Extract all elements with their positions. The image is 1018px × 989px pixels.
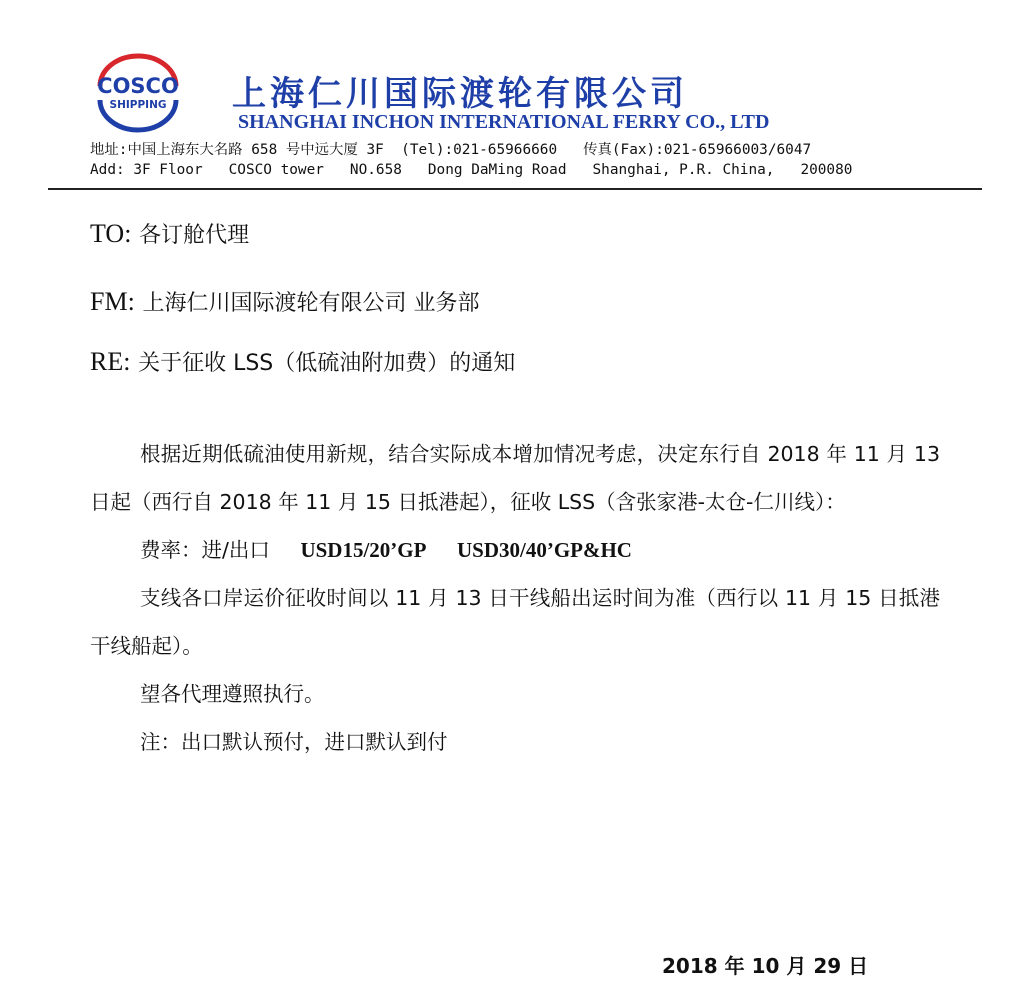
memo-subject-value: 关于征收 LSS（低硫油附加费）的通知 [138,351,516,376]
notice-note: 注：出口默认预付，进口默认到付 [140,730,448,754]
logo-cosco-text: COSCO [97,74,179,98]
company-name-cn: 上海仁川国际渡轮有限公司 [232,74,688,114]
notice-paragraph-1: 根据近期低硫油使用新规，结合实际成本增加情况考虑，决定东行自 2018 年 11 月 13 日起（西行自 2018 年 11 月 15 日抵港起），征收 LSS（含张家港-太仓-仁川线）： [90,442,940,514]
memo-to-value: 各订舱代理 [139,223,250,248]
memo-subject [90,346,515,377]
address-cn: 地址:中国上海东大名路 658 号中远大厦 3F (Tel):021-65966660 传真(Fax):021-65966003/6047 [90,142,812,158]
company-name-en: SHANGHAI INCHON INTERNATIONAL FERRY CO., LTD [238,111,770,133]
cosco-shipping-logo [92,52,184,134]
address-en: Add: 3F Floor COSCO tower NO.658 Dong DaMing Road Shanghai, P.R. China, 200080 [90,162,853,178]
rate-40gp-hc: USD30/40’GP&HC [456,538,632,562]
memo-from-label: FM: [90,287,135,316]
notice-body [90,430,940,766]
memo-subject-label: RE: [90,347,131,376]
rate-line [90,526,940,574]
logo-shipping-text: SHIPPING [109,99,167,111]
memo-to [90,218,249,249]
rate-label: 费率：进/出口 [140,538,270,562]
notice-paragraph-2: 支线各口岸运价征收时间以 11 月 13 日干线船出运时间为准（西行以 11 月 15 日抵港干线船起）。 [90,586,940,658]
memo-to-label: TO: [90,219,132,248]
notice-paragraph-3: 望各代理遵照执行。 [140,682,325,706]
memo-from-value: 上海仁川国际渡轮有限公司 业务部 [142,291,480,316]
header-divider [48,188,982,190]
signature-date: 2018 年 10 月 29 日 [662,954,869,978]
rate-20gp: USD15/20’GP [300,538,427,562]
memo-from [90,286,479,317]
letterhead [0,0,1018,200]
